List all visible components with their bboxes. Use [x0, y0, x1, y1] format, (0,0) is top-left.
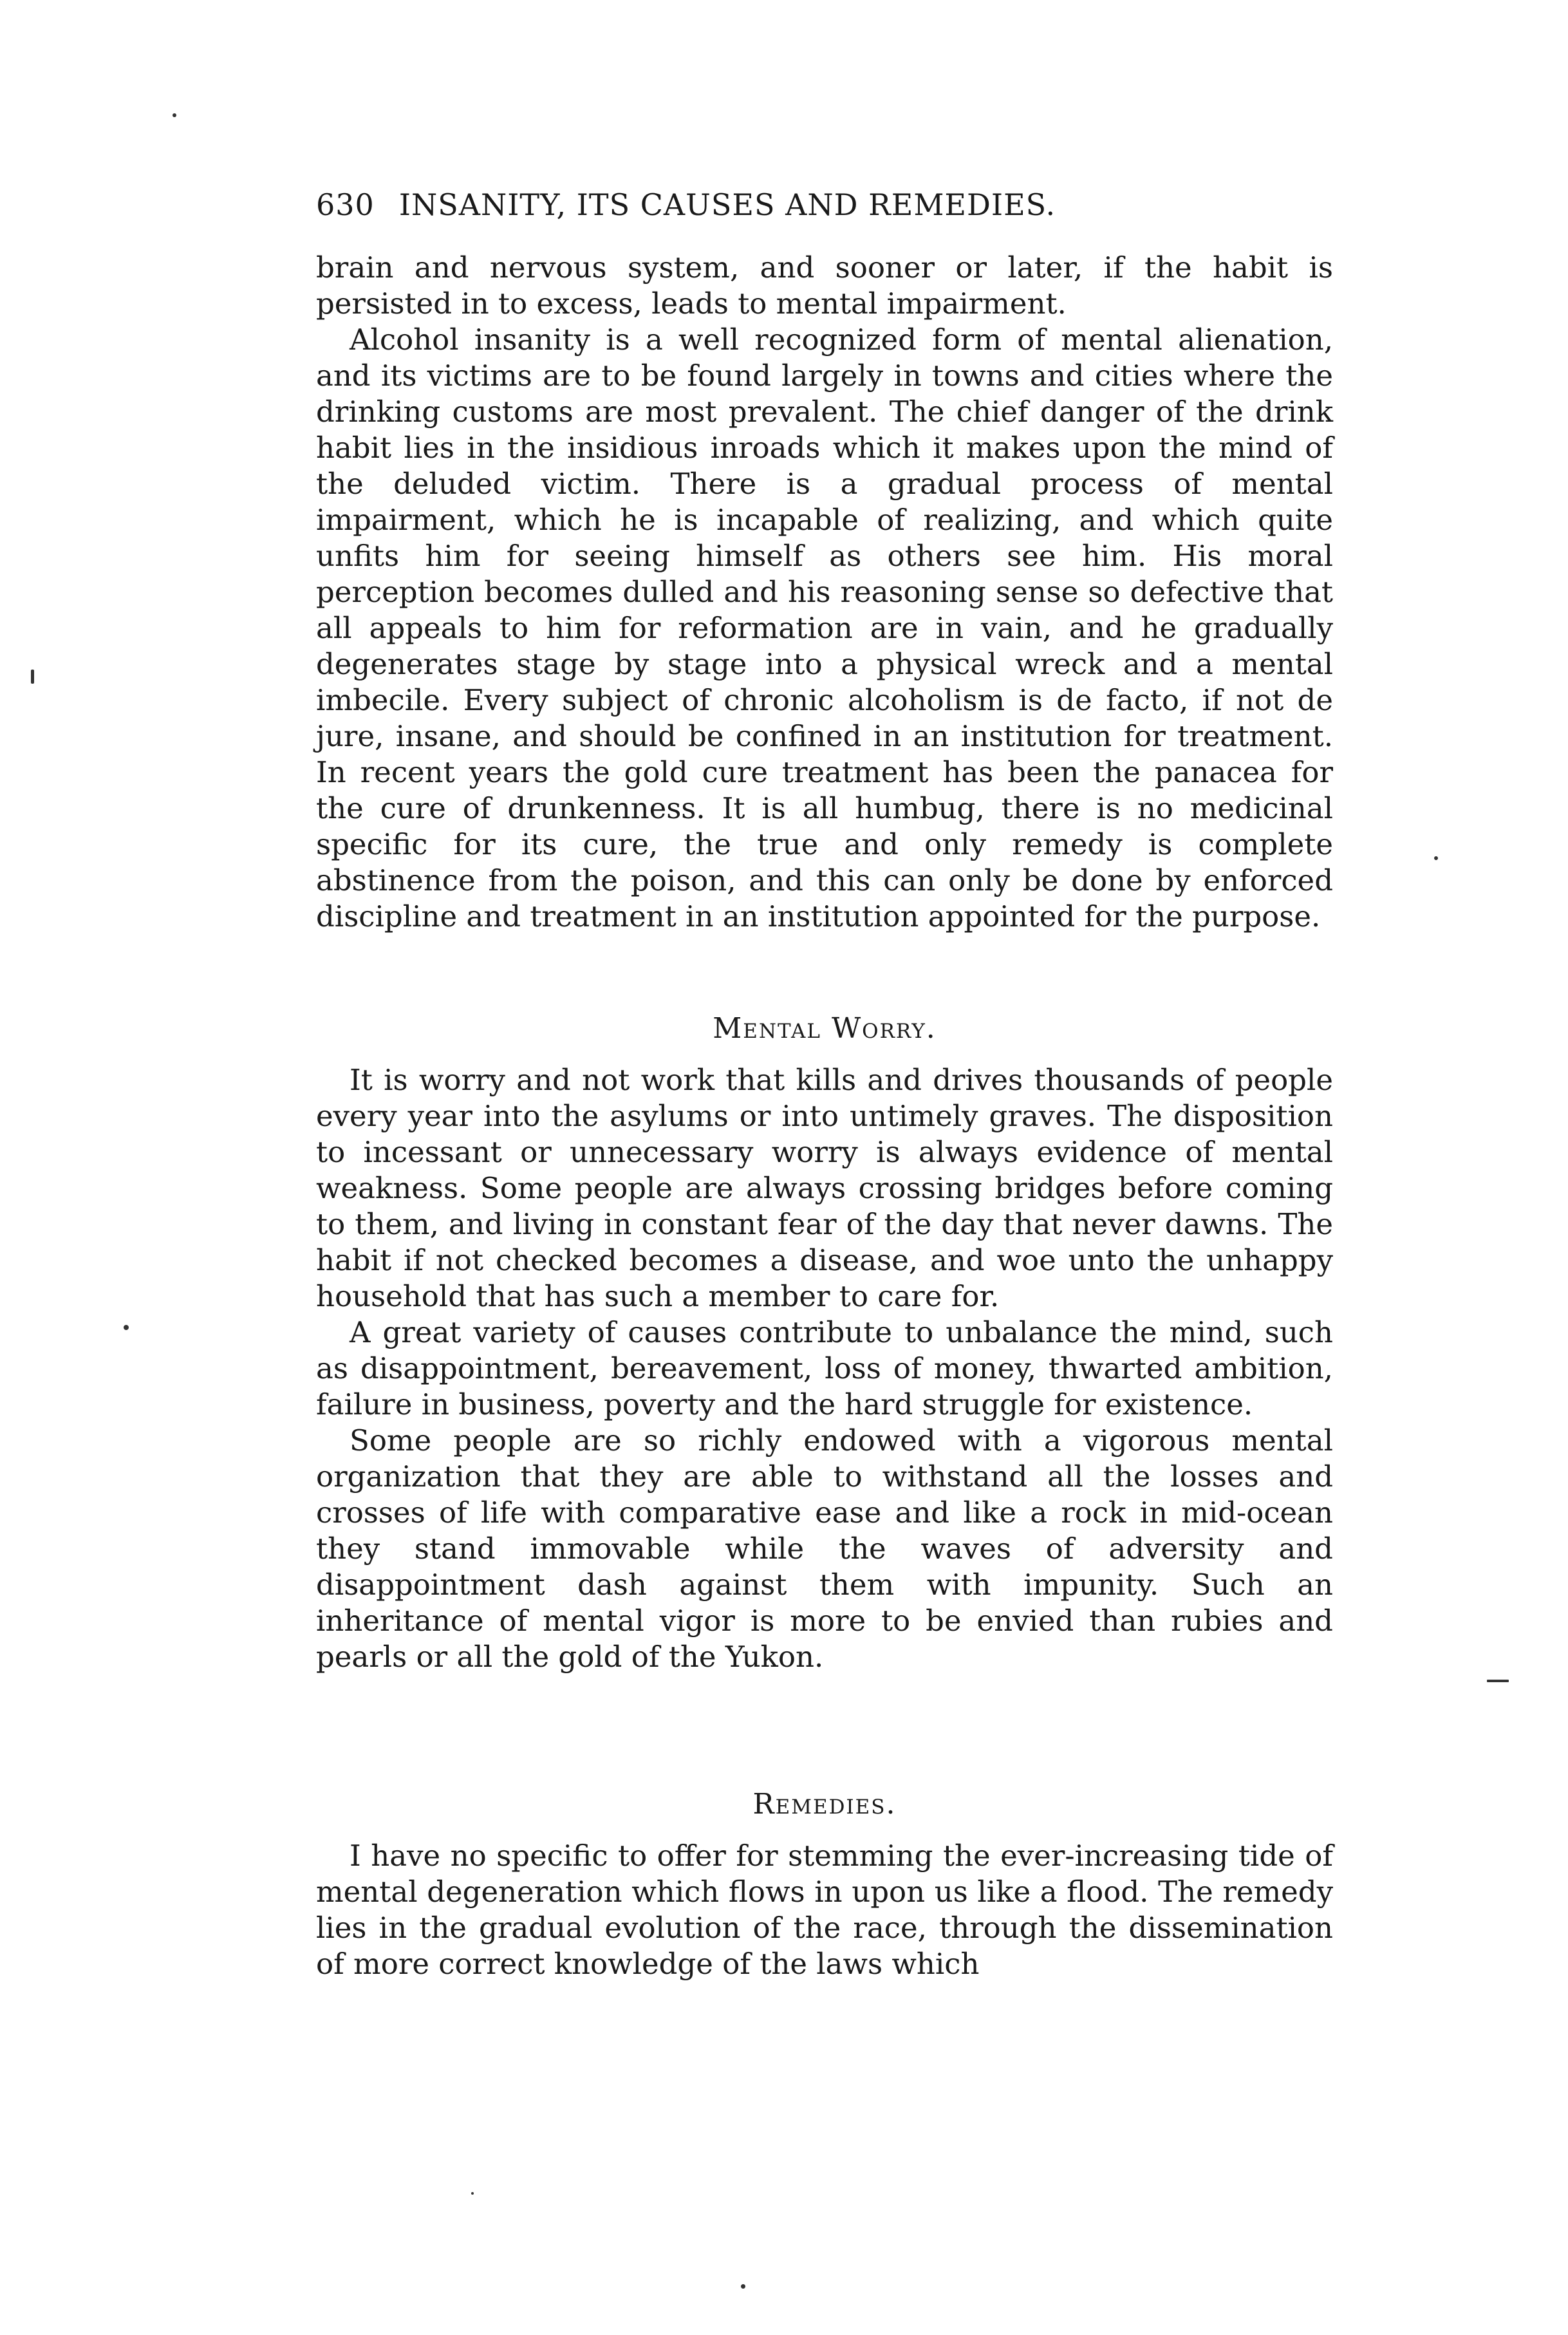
scan-speck: [173, 113, 176, 117]
section-heading-remedies: Remedies.: [752, 1788, 897, 1821]
scan-speck: [471, 2192, 474, 2195]
section-heading-mental-worry: Mental Worry.: [713, 1012, 937, 1045]
scan-speck: [1487, 1680, 1509, 1682]
paragraph: A great variety of causes contribute to unbalance the mind, such as disappointment, bereavement, loss of money, thwarted ambition, failure in business, poverty and the hard struggle for existence.: [316, 1315, 1333, 1421]
page-number: 630: [316, 187, 375, 222]
scan-speck: [31, 670, 34, 684]
paragraph: It is worry and not work that kills and drives thousands of people every year into the asylums or into untimely graves. The disposition to incessant or unnecessary worry is always evidence of mental weakness. Some people are always crossing bridges before coming to them, and living in constant fear of the day that never dawns. The habit if not checked becomes a disease, and woe unto the unhappy household that has such a member to care for.: [316, 1063, 1333, 1313]
scan-speck: [741, 2284, 745, 2289]
paragraph: Alcohol insanity is a well recognized form of mental alienation, and its victims are to be found largely in towns and cities where the drinking customs are most prevalent. The chief danger of the drink habit lies in the insidious inroads which it makes upon the mind of the deluded victim. There is a gradual process of mental impairment, which he is incapable of realizing, and which quite unfits him for seeing himself as others see him. His moral perception becomes dulled and his reasoning sense so defective that all appeals to him for reformation are in vain, and he gradually degenerates stage by stage into a physical wreck and a mental imbecile. Every subject of chronic alcoholism is de facto, if not de jure, insane, and should be confined in an institution for treatment. In recent years the gold cure treatment has been the panacea for the cure of drunkenness. It is all humbug, there is no medicinal specific for its cure, the true and only remedy is complete abstinence from the poison, and this can only be done by enforced discipline and treatment in an institution appointed for the purpose.: [316, 323, 1333, 933]
running-header: [316, 185, 1333, 224]
mental-worry-text: [316, 1062, 1333, 1675]
intro-text: [316, 250, 1333, 935]
paragraph: I have no specific to offer for stemming the ever-increasing tide of mental degeneration which flows in upon us like a flood. The remedy lies in the gradual evolution of the race, through the dissemination of more correct knowledge of the laws which: [316, 1839, 1333, 1981]
paragraph: brain and nervous system, and sooner or later, if the habit is persisted in to excess, leads to mental impairment.: [316, 250, 1333, 321]
scan-speck: [124, 1325, 129, 1330]
paragraph: Some people are so richly endowed with a vigorous mental organization that they are able to withstand all the losses and crosses of life with comparative ease and like a rock in mid-ocean they stand immovable while the waves of adversity and disappointment dash against them with impunity. Such an inheritance of mental vigor is more to be envied than rubies and pearls or all the gold of the Yukon.: [316, 1423, 1333, 1674]
running-title: INSANITY, ITS CAUSES AND REMEDIES.: [398, 187, 1056, 222]
remedies-text: [316, 1838, 1333, 1982]
scan-speck: [1434, 856, 1438, 860]
